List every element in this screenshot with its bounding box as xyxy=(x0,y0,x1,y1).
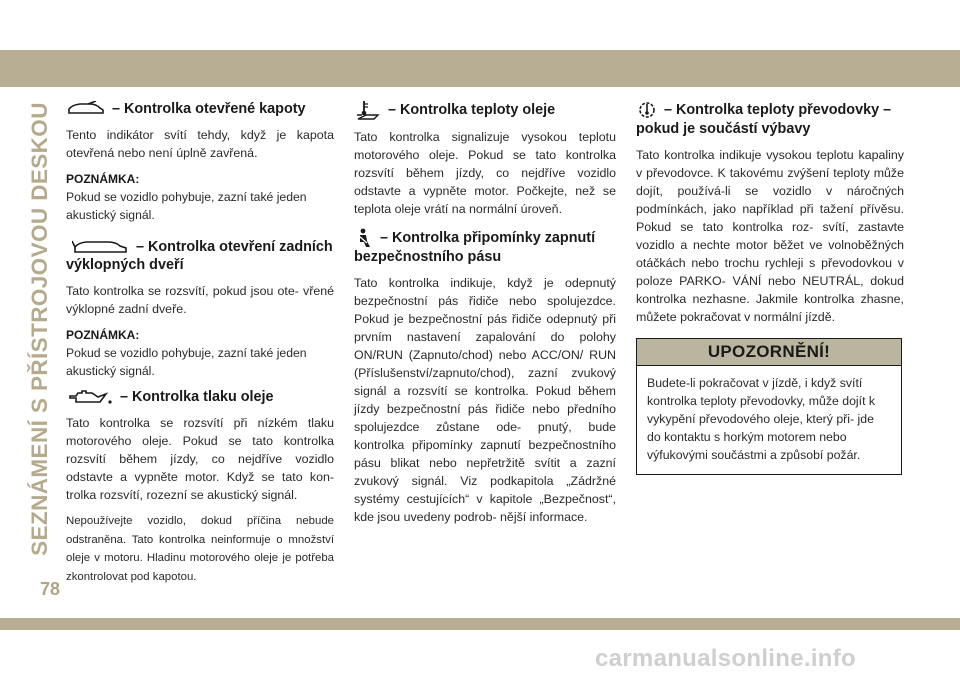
hood-open-title: – Kontrolka otevřené kapoty xyxy=(112,101,306,117)
liftgate-title: – Kontrolka otevření zadních výklopných dveří xyxy=(66,239,333,273)
liftgate-open-icon xyxy=(72,239,130,255)
liftgate-text: Tato kontrolka se rozsvítí, pokud jsou ote- vřené výklopné zadní dveře. xyxy=(66,284,334,316)
transmission-temp-text: Tato kontrolka indikuje vysokou teplotu kapaliny v převodovce. K takovému zvýšení teploty může dojít, používá-li se vozidlo v náročných podmínkách, jako například při tažení přívěsu. Pokud se tato kontrolka roz- svítí, zastavte vozidlo a nechte motor běžet ve volnoběžných otáčkách nebo trochu rychleji s převodovkou v poloze PARKO- VÁNÍ nebo NEUTRÁL, dokud kontrolka nezhasne. Jakmile kontrolka zhasne, můžete pokračovat v normální jízdě. xyxy=(636,148,904,324)
watermark: carmanualsonline.info xyxy=(595,645,857,672)
seatbelt-heading xyxy=(354,228,616,266)
oil-pressure-text: Tato kontrolka se rozsvítí při nízkém tlaku motorového oleje. Pokud se tato kontrolka rozsvítí během jízdy, co nejdříve vozidlo odstavte a vypněte motor. Když se tato kon- trolka rozsvítí, rozezní se akustický signál. xyxy=(66,416,334,503)
hood-open-heading xyxy=(66,100,334,118)
oil-pressure-title: – Kontrolka tlaku oleje xyxy=(120,389,274,405)
oil-temp-heading xyxy=(354,100,616,120)
column-1 xyxy=(66,100,334,594)
chapter-side-title xyxy=(20,102,60,556)
seatbelt-text: Tato kontrolka indikuje, když je odepnutý bezpečnostní pás řidiče nebo spolujezdce. Pokud je bezpečnostní pás řidiče odepnutý při prvním nastavení zapalování do polohy ON/RUN (Zapnuto/chod) nebo ACC/ON/ RUN (Příslušenství/zapnuto/chod), zazní zvukový signál a rozsvítí se kontrolka. Pokud během jízdy bezpečnostní pás řidiče nebo předního spolujezdce zůstane ode- pnutý, bude kontrolka připomínky zapnutí bezpečnostního pásu blikat nebo nepřetržitě svítit a zazní zvukový signál. Viz podkapitola „Zádržné systémy cestujících“ v kapitole „Bezpečnost“, kde jsou uvedeny podrob- nější informace. xyxy=(354,276,616,524)
transmission-temperature-icon xyxy=(636,100,658,120)
warning-box xyxy=(636,338,902,475)
top-band xyxy=(0,50,960,87)
oil-temperature-icon xyxy=(354,100,382,120)
transmission-temp-heading xyxy=(636,100,904,138)
hood-open-text: Tento indikátor svítí tehdy, když je kapota otevřená nebo není úplně zavřená. xyxy=(66,128,334,160)
column-3 xyxy=(636,100,904,475)
oil-pressure-icon xyxy=(66,388,114,406)
warning-text: Budete-li pokračovat v jízdě, i když svítí kontrolka teploty převodovky, může dojít k vykypění převodového oleje, který při- jde do kontaktu s horkým motorem nebo výfukovými součástmi a způsobí požár. xyxy=(647,376,876,462)
transmission-temp-title: – Kontrolka teploty převodovky – pokud je součástí výbavy xyxy=(636,101,892,137)
note-text-1: Pokud se vozidlo pohybuje, zazní také jeden akustický signál. xyxy=(66,190,307,222)
oil-pressure-heading xyxy=(66,388,334,406)
hood-open-icon xyxy=(66,101,106,117)
seatbelt-icon xyxy=(354,228,374,248)
note-text-2: Pokud se vozidlo pohybuje, zazní také jeden akustický signál. xyxy=(66,346,307,378)
page-number: 78 xyxy=(40,579,61,599)
bottom-band xyxy=(0,618,960,630)
oil-temp-text: Tato kontrolka signalizuje vysokou teplotu motorového oleje. Pokud se tato kontrolka rozsvítí během jízdy, co nejdříve vozidlo odstavte a vypněte motor. Počkejte, než se teplota oleje vrátí na normální úroveň. xyxy=(354,130,616,216)
note-label-2: POZNÁMKA: xyxy=(66,328,140,342)
liftgate-heading xyxy=(66,238,334,274)
oil-pressure-small-text: Nepoužívejte vozidlo, dokud příčina nebude odstraněna. Tato kontrolka neinformuje o množství oleje v motoru. Hladinu motorového oleje je potřeba zkontrolovat pod kapotou. xyxy=(66,515,334,583)
chapter-title-text: SEZNÁMENÍ S PŘÍSTROJOVOU DESKOU xyxy=(27,102,52,556)
oil-temp-title: – Kontrolka teploty oleje xyxy=(388,101,556,118)
note-label-1: POZNÁMKA: xyxy=(66,172,140,186)
seatbelt-title: – Kontrolka připomínky zapnutí bezpečnostního pásu xyxy=(354,229,596,265)
column-2 xyxy=(354,100,616,534)
warning-title: UPOZORNĚNÍ! xyxy=(637,339,901,366)
